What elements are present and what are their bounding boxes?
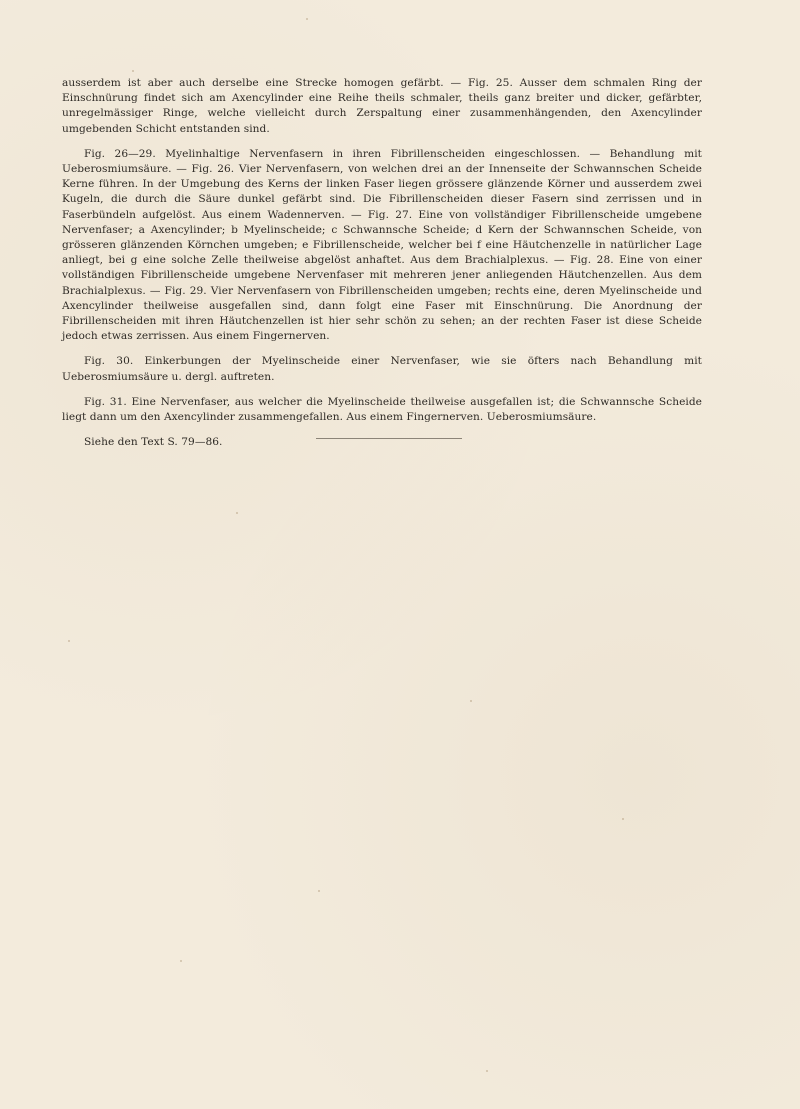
paragraph-fig-30: Fig. 30. Einkerbungen der Myelinscheide einer Nervenfaser, wie sie öfters nach Behandlung mit Ueberosmiumsäure u. dergl. auftreten. xyxy=(62,355,702,383)
paper-speck xyxy=(236,512,238,514)
paper-speck xyxy=(132,70,134,72)
horizontal-rule xyxy=(316,438,462,439)
paper-speck xyxy=(622,818,624,820)
paragraph-fig-25-continued: ausserdem ist aber auch derselbe eine Strecke homogen gefärbt. — Fig. 25. Ausser dem schmalen Ring der Einschnürung findet sich am Axencylinder eine Reihe theils schmaler, theils ganz breiter und dicker, gefärbter, unregelmässiger Ringe, welche vielleicht durch Zerspaltung einer zusammenhängenden, den Axencylinder umgebenden Schicht entstanden sind. xyxy=(62,77,702,135)
paper-speck xyxy=(470,700,472,702)
paper-speck xyxy=(306,18,308,20)
paper-speck xyxy=(560,320,562,322)
paper-speck xyxy=(180,960,182,962)
paper-speck xyxy=(68,640,70,642)
paragraph-fig-26-29: Fig. 26—29. Myelinhaltige Nervenfasern in ihren Fibrillenscheiden eingeschlossen. — Behandlung mit Ueberosmiumsäure. — Fig. 26. Vier Nervenfasern, von welchen drei an der Innenseite der Schwannschen Scheide Kerne führen. In der Umgebung des Kerns der linken Faser liegen grössere glänzende Körner und ausserdem zwei Kugeln, die durch die Säure dunkel gefärbt sind. Die Fibrillenscheiden dieser Fasern sind zerrissen und in Faserbündeln aufgelöst. Aus einem Wadennerven. — Fig. 27. Eine von vollständiger Fibrillenscheide umgebene Nervenfaser; a Axencylinder; b Myelinscheide; c Schwannsche Scheide; d Kern der Schwannschen Scheide, von grösseren glänzenden Körnchen umgeben; e Fibrillenscheide, welcher bei f eine Häutchenzelle in natürlicher Lage anliegt, bei g eine solche Zelle theilweise abgelöst anhaftet. Aus dem Brachialplexus. — Fig. 28. Eine von einer vollständigen Fibrillenscheide umgebene Nervenfaser mit mehreren jener anliegenden Häutchenzellen. Aus dem Brachialplexus. — Fig. 29. Vier Nervenfasern von Fibrillenscheiden umgeben; rechts eine, deren Myelinscheide und Axencylinder theilweise ausgefallen sind, dann folgt eine Faser mit Einschnürung. Die Anordnung der Fibrillenscheiden mit ihren Häutchenzellen ist hier sehr schön zu sehen; an der rechten Faser ist diese Scheide jedoch etwas zerrissen. Aus einem Fingernerven. xyxy=(62,147,702,343)
paper-speck xyxy=(318,890,320,892)
paragraph-fig-31: Fig. 31. Eine Nervenfaser, aus welcher die Myelinscheide theilweise ausgefallen ist; die Schwannsche Scheide liegt dann um den Axencylinder zusammengefallen. Aus einem Fingernerven. Ueberosmiumsäure. xyxy=(62,395,702,424)
paper-speck xyxy=(486,1070,488,1072)
figure-caption-text xyxy=(62,76,702,460)
paragraph-text-reference: Siehe den Text S. 79—86. xyxy=(84,436,223,449)
